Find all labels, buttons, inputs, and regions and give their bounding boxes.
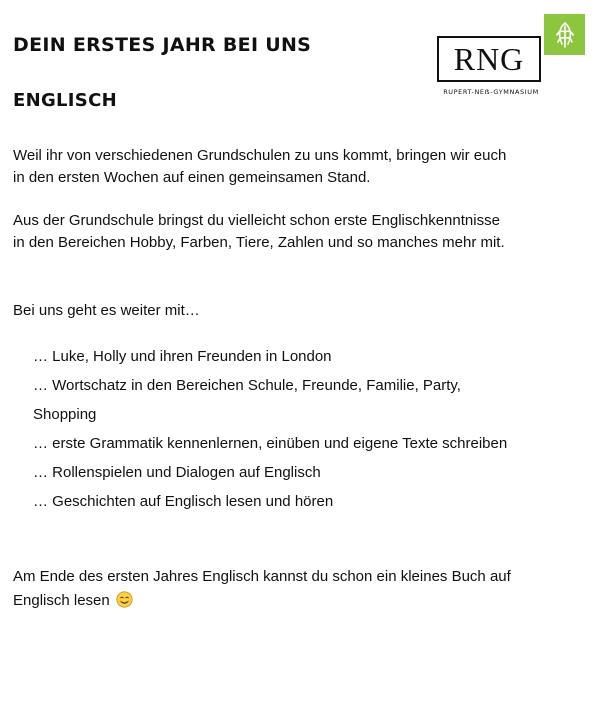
list-intro: Bei uns geht es weiter mit…	[13, 302, 200, 319]
leaf-icon	[544, 14, 585, 55]
list-item: … Rollenspielen und Dialogen auf Englisch	[33, 464, 321, 481]
prior-knowledge-paragraph: Aus der Grundschule bringst du vielleicht schon erste Englischkenntnisse in den Bereichen Hobby, Farben, Tiere, Zahlen und so manches mehr mit.	[13, 212, 505, 251]
closing-text: Am Ende des ersten Jahres Englisch kannst du schon ein kleines Buch auf Englisch lesen	[13, 568, 511, 609]
smiley-icon	[116, 591, 133, 608]
logo-caption: RUPERT-NEẞ-GYMNASIUM	[443, 88, 539, 96]
closing-paragraph	[13, 565, 513, 613]
page-title: DEIN ERSTES JAHR BEI UNS	[13, 34, 312, 56]
intro-paragraph: Weil ihr von verschiedenen Grundschulen zu uns kommt, bringen wir euch in den ersten Wochen auf einen gemeinsamen Stand.	[13, 147, 507, 186]
section-title: ENGLISCH	[13, 90, 117, 111]
school-logo	[437, 36, 541, 82]
logo-text: RNG	[453, 41, 525, 77]
list-item: … erste Grammatik kennenlernen, einüben und eigene Texte schreiben	[33, 435, 508, 452]
list-item: … Luke, Holly und ihren Freunden in London	[33, 348, 332, 365]
list-item: … Wortschatz in den Bereichen Schule, Freunde, Familie, Party, Shopping	[33, 377, 461, 423]
topic-list	[33, 342, 523, 516]
list-item: … Geschichten auf Englisch lesen und hören	[33, 493, 334, 510]
